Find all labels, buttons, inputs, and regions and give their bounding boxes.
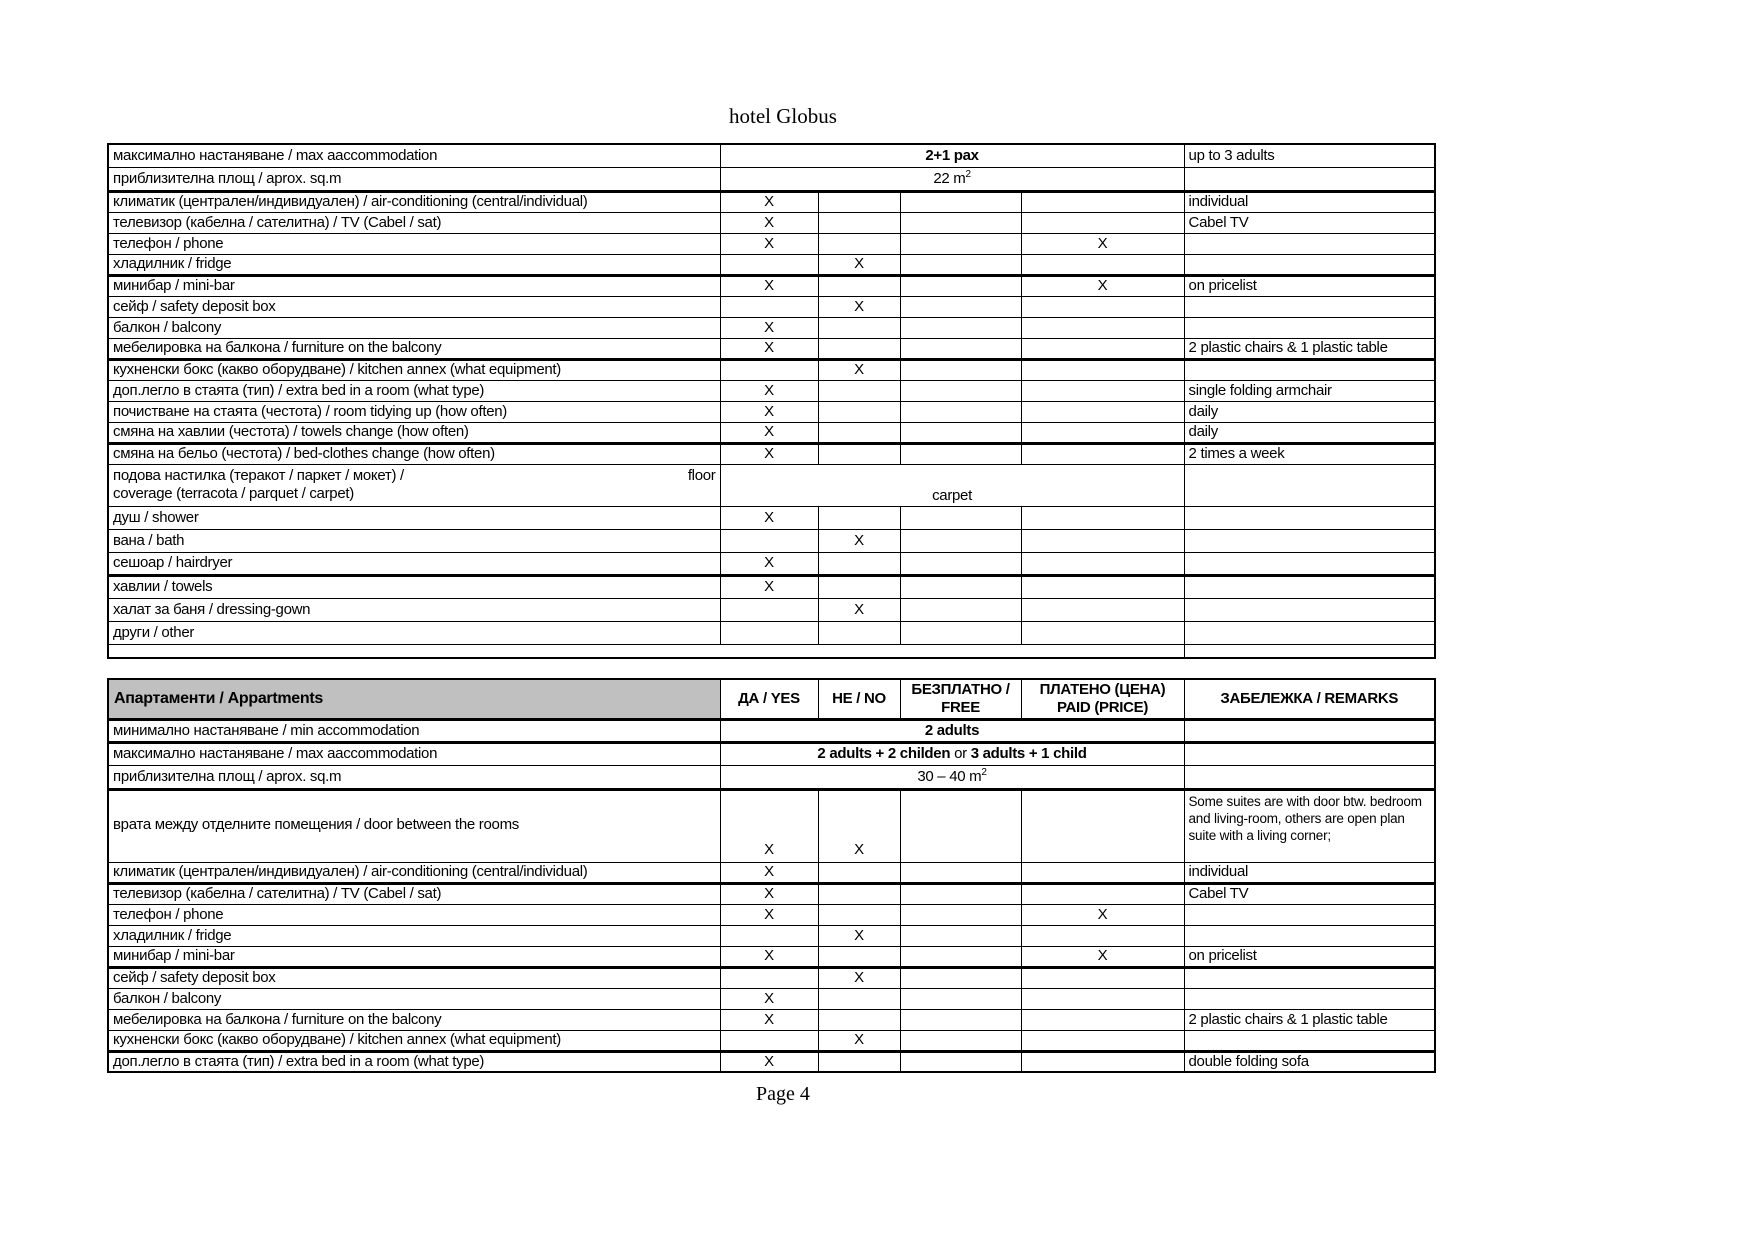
- table-row: [108, 742, 1435, 765]
- remark-cell: up to 3 adults: [1184, 144, 1435, 167]
- table-row: [108, 317, 1435, 338]
- no-cell: [818, 862, 900, 883]
- free-cell: [900, 275, 1021, 296]
- remark-cell: Some suites are with door btw. bedroom and living-room, others are open plan suite with a living corner;: [1184, 789, 1435, 862]
- apartments-table-body: [108, 719, 1435, 1072]
- remark-cell: [1184, 742, 1435, 765]
- table-row: [108, 359, 1435, 380]
- no-cell: [818, 1009, 900, 1030]
- no-cell: [818, 552, 900, 575]
- row-label-line1: [113, 467, 716, 485]
- table-row: [108, 464, 1435, 506]
- remark-cell: [1184, 254, 1435, 275]
- yes-cell: [720, 254, 818, 275]
- no-cell: [818, 191, 900, 212]
- apartments-header-row: [108, 679, 1435, 719]
- yes-cell: X: [720, 506, 818, 529]
- rooms-table-body: [108, 144, 1435, 658]
- table-row: [108, 904, 1435, 925]
- remark-cell: [1184, 359, 1435, 380]
- no-cell: [818, 275, 900, 296]
- no-cell: X: [818, 254, 900, 275]
- yes-cell: X: [720, 789, 818, 862]
- table-row: [108, 1009, 1435, 1030]
- table-row: [108, 925, 1435, 946]
- remark-cell: [1184, 988, 1435, 1009]
- paid-cell: [1021, 598, 1184, 621]
- paid-cell: [1021, 191, 1184, 212]
- row-label: кухненски бокс (какво оборудване) / kitchen annex (what equipment): [108, 1030, 720, 1051]
- free-cell: [900, 380, 1021, 401]
- remark-cell: [1184, 621, 1435, 644]
- remark-cell: [1184, 317, 1435, 338]
- table-row: [108, 212, 1435, 233]
- row-label: телевизор (кабелна / сателитна) / TV (Cabel / sat): [108, 883, 720, 904]
- no-cell: X: [818, 967, 900, 988]
- table-row: [108, 1030, 1435, 1051]
- yes-cell: X: [720, 275, 818, 296]
- no-cell: [818, 904, 900, 925]
- remark-cell: individual: [1184, 862, 1435, 883]
- table-row: [108, 506, 1435, 529]
- row-label: душ / shower: [108, 506, 720, 529]
- remark-cell: daily: [1184, 401, 1435, 422]
- free-cell: [900, 862, 1021, 883]
- free-cell: [900, 422, 1021, 443]
- remark-cell: [1184, 967, 1435, 988]
- yes-cell: X: [720, 401, 818, 422]
- row-label: телефон / phone: [108, 904, 720, 925]
- remark-cell: 2 plastic chairs & 1 plastic table: [1184, 338, 1435, 359]
- merged-text: 2+1 pax: [925, 146, 979, 164]
- no-cell: [818, 233, 900, 254]
- paid-cell: [1021, 1009, 1184, 1030]
- row-label: смяна на бельо (честота) / bed-clothes change (how often): [108, 443, 720, 464]
- yes-cell: X: [720, 946, 818, 967]
- no-cell: [818, 883, 900, 904]
- paid-cell: [1021, 925, 1184, 946]
- free-cell: [900, 883, 1021, 904]
- free-cell: [900, 529, 1021, 552]
- paid-cell: [1021, 296, 1184, 317]
- row-label: вана / bath: [108, 529, 720, 552]
- free-cell: [900, 317, 1021, 338]
- yes-cell: X: [720, 380, 818, 401]
- no-cell: [818, 1051, 900, 1072]
- row-label: доп.легло в стаята (тип) / extra bed in a room (what type): [108, 380, 720, 401]
- free-cell: [900, 925, 1021, 946]
- row-label-line2: coverage (terracota / parquet / carpet): [113, 485, 354, 502]
- table-row: [108, 967, 1435, 988]
- paid-cell: [1021, 575, 1184, 598]
- table-row: [108, 988, 1435, 1009]
- yes-cell: X: [720, 552, 818, 575]
- row-label: максимално настаняване / max aaccommodation: [108, 144, 720, 167]
- no-cell: [818, 212, 900, 233]
- paid-cell: [1021, 529, 1184, 552]
- remark-cell: 2 plastic chairs & 1 plastic table: [1184, 1009, 1435, 1030]
- no-cell: X: [818, 789, 900, 862]
- no-cell: [818, 338, 900, 359]
- table-row: [108, 862, 1435, 883]
- free-cell: [900, 1009, 1021, 1030]
- row-label: минимално настаняване / min accommodation: [108, 719, 720, 742]
- table-row: [108, 644, 1435, 658]
- empty-cell: [108, 644, 1184, 658]
- no-cell: [818, 443, 900, 464]
- table-row: [108, 1051, 1435, 1072]
- no-cell: [818, 380, 900, 401]
- rooms-table: [107, 143, 1436, 659]
- paid-cell: [1021, 1051, 1184, 1072]
- row-label: доп.легло в стаята (тип) / extra bed in a room (what type): [108, 1051, 720, 1072]
- row-label: балкон / balcony: [108, 317, 720, 338]
- table-row: [108, 254, 1435, 275]
- yes-cell: X: [720, 191, 818, 212]
- row-label: сейф / safety deposit box: [108, 296, 720, 317]
- merged-text: or: [954, 745, 971, 762]
- row-label: минибар / mini-bar: [108, 275, 720, 296]
- table-row: [108, 167, 1435, 191]
- free-cell: [900, 552, 1021, 575]
- row-label: приблизителна площ / aprox. sq.m: [108, 765, 720, 789]
- free-cell: [900, 598, 1021, 621]
- yes-cell: X: [720, 338, 818, 359]
- yes-cell: X: [720, 575, 818, 598]
- free-cell: [900, 1030, 1021, 1051]
- paid-cell: [1021, 317, 1184, 338]
- yes-cell: [720, 296, 818, 317]
- yes-cell: [720, 529, 818, 552]
- paid-cell: [1021, 552, 1184, 575]
- yes-cell: X: [720, 883, 818, 904]
- merged-value: [720, 464, 1184, 506]
- free-cell: [900, 946, 1021, 967]
- merged-text: 3 adults + 1 child: [970, 745, 1087, 762]
- apartments-table-head: [108, 679, 1435, 719]
- row-label: халат за баня / dressing-gown: [108, 598, 720, 621]
- yes-cell: X: [720, 233, 818, 254]
- free-cell: [900, 338, 1021, 359]
- table-row: [108, 719, 1435, 742]
- merged-value: [720, 742, 1184, 765]
- row-label: телефон / phone: [108, 233, 720, 254]
- yes-cell: [720, 967, 818, 988]
- merged-text: 2 adults: [924, 721, 980, 739]
- paid-cell: [1021, 380, 1184, 401]
- remark-cell: [1184, 167, 1435, 191]
- remark-cell: [1184, 233, 1435, 254]
- row-label: врата между отделните помещения / door between the rooms: [108, 789, 720, 862]
- merged-text: carpet: [932, 486, 972, 504]
- yes-cell: [720, 1030, 818, 1051]
- row-label: смяна на хавлии (честота) / towels change (how often): [108, 422, 720, 443]
- table-row: [108, 789, 1435, 862]
- row-label: сейф / safety deposit box: [108, 967, 720, 988]
- remark-cell: Cabel TV: [1184, 212, 1435, 233]
- paid-cell: [1021, 422, 1184, 443]
- header-col-no: НЕ / NO: [818, 679, 900, 719]
- yes-cell: [720, 621, 818, 644]
- free-cell: [900, 443, 1021, 464]
- paid-cell: X: [1021, 275, 1184, 296]
- row-label-right-text: floor: [687, 467, 716, 484]
- table-row: [108, 401, 1435, 422]
- table-row: [108, 883, 1435, 904]
- paid-cell: [1021, 988, 1184, 1009]
- remark-cell: [1184, 552, 1435, 575]
- yes-cell: X: [720, 422, 818, 443]
- row-label: минибар / mini-bar: [108, 946, 720, 967]
- no-cell: [818, 401, 900, 422]
- superscript: 2: [981, 766, 987, 778]
- remark-cell: 2 times a week: [1184, 443, 1435, 464]
- header-col-paid: ПЛАТЕНО (ЦЕНА) PAID (PRICE): [1021, 679, 1184, 719]
- no-cell: [818, 422, 900, 443]
- remark-cell: [1184, 644, 1435, 658]
- row-label: [108, 464, 720, 506]
- free-cell: [900, 575, 1021, 598]
- yes-cell: [720, 359, 818, 380]
- remark-cell: Cabel TV: [1184, 883, 1435, 904]
- row-label: балкон / balcony: [108, 988, 720, 1009]
- row-label: други / other: [108, 621, 720, 644]
- free-cell: [900, 988, 1021, 1009]
- remark-cell: [1184, 296, 1435, 317]
- merged-value: [720, 765, 1184, 789]
- table-row: [108, 338, 1435, 359]
- table-row: [108, 529, 1435, 552]
- no-cell: [818, 317, 900, 338]
- page-title: hotel Globus: [729, 104, 837, 128]
- remark-cell: individual: [1184, 191, 1435, 212]
- free-cell: [900, 212, 1021, 233]
- no-cell: [818, 988, 900, 1009]
- remark-cell: double folding sofa: [1184, 1051, 1435, 1072]
- table-row: [108, 422, 1435, 443]
- apartments-table: [107, 678, 1436, 1073]
- header-col-remarks: ЗАБЕЛЕЖКА / REMARKS: [1184, 679, 1435, 719]
- free-cell: [900, 254, 1021, 275]
- free-cell: [900, 191, 1021, 212]
- remark-cell: on pricelist: [1184, 275, 1435, 296]
- paid-cell: [1021, 967, 1184, 988]
- remark-cell: single folding armchair: [1184, 380, 1435, 401]
- merged-text: 22 m: [933, 169, 966, 187]
- row-label: сешоар / hairdryer: [108, 552, 720, 575]
- paid-cell: [1021, 401, 1184, 422]
- merged-value: [720, 719, 1184, 742]
- paid-cell: [1021, 883, 1184, 904]
- paid-cell: X: [1021, 904, 1184, 925]
- free-cell: [900, 359, 1021, 380]
- row-label: мебелировка на балкона / furniture on the balcony: [108, 1009, 720, 1030]
- merged-value: [720, 144, 1184, 167]
- remark-cell: [1184, 598, 1435, 621]
- no-cell: [818, 621, 900, 644]
- paid-cell: [1021, 789, 1184, 862]
- paid-cell: [1021, 621, 1184, 644]
- paid-cell: [1021, 359, 1184, 380]
- yes-cell: X: [720, 212, 818, 233]
- free-cell: [900, 401, 1021, 422]
- paid-cell: [1021, 254, 1184, 275]
- remark-cell: [1184, 765, 1435, 789]
- no-cell: X: [818, 359, 900, 380]
- free-cell: [900, 506, 1021, 529]
- remark-cell: daily: [1184, 422, 1435, 443]
- table-row: [108, 946, 1435, 967]
- free-cell: [900, 789, 1021, 862]
- paid-cell: [1021, 506, 1184, 529]
- remark-cell: [1184, 506, 1435, 529]
- row-label: телевизор (кабелна / сателитна) / TV (Cabel / sat): [108, 212, 720, 233]
- paid-cell: [1021, 443, 1184, 464]
- yes-cell: X: [720, 862, 818, 883]
- free-cell: [900, 621, 1021, 644]
- row-label: хладилник / fridge: [108, 254, 720, 275]
- table-row: [108, 443, 1435, 464]
- yes-cell: X: [720, 1051, 818, 1072]
- yes-cell: X: [720, 1009, 818, 1030]
- row-label: хавлии / towels: [108, 575, 720, 598]
- remark-cell: on pricelist: [1184, 946, 1435, 967]
- row-label: кухненски бокс (какво оборудване) / kitchen annex (what equipment): [108, 359, 720, 380]
- no-cell: X: [818, 598, 900, 621]
- free-cell: [900, 1051, 1021, 1072]
- no-cell: [818, 946, 900, 967]
- remark-cell: [1184, 925, 1435, 946]
- no-cell: X: [818, 925, 900, 946]
- row-label: почистване на стаята (честота) / room tidying up (how often): [108, 401, 720, 422]
- table-row: [108, 765, 1435, 789]
- row-label: хладилник / fridge: [108, 925, 720, 946]
- row-label: приблизителна площ / aprox. sq.m: [108, 167, 720, 191]
- no-cell: [818, 575, 900, 598]
- table-row: [108, 380, 1435, 401]
- paid-cell: [1021, 862, 1184, 883]
- yes-cell: X: [720, 317, 818, 338]
- table-row: [108, 275, 1435, 296]
- row-label: мебелировка на балкона / furniture on the balcony: [108, 338, 720, 359]
- remark-cell: [1184, 464, 1435, 506]
- table-row: [108, 296, 1435, 317]
- remark-cell: [1184, 719, 1435, 742]
- yes-cell: X: [720, 904, 818, 925]
- paid-cell: [1021, 338, 1184, 359]
- merged-text: 2 adults + 2 childen: [817, 745, 955, 762]
- no-cell: X: [818, 1030, 900, 1051]
- table-row: [108, 621, 1435, 644]
- paid-cell: X: [1021, 946, 1184, 967]
- row-label: климатик (централен/индивидуален) / air-conditioning (central/individual): [108, 862, 720, 883]
- superscript: 2: [965, 168, 971, 180]
- table-row: [108, 144, 1435, 167]
- table-row: [108, 191, 1435, 212]
- header-col-free: БЕЗПЛАТНО / FREE: [900, 679, 1021, 719]
- row-label-text: подова настилка (теракот / паркет / мокет) /: [113, 467, 404, 484]
- page-number: Page 4: [756, 1083, 810, 1105]
- free-cell: [900, 233, 1021, 254]
- paid-cell: [1021, 212, 1184, 233]
- header-apartments-title: Апартаменти / Appartments: [108, 679, 720, 719]
- table-row: [108, 233, 1435, 254]
- merged-text: 30 – 40 m: [917, 767, 982, 785]
- yes-cell: [720, 598, 818, 621]
- merged-value: [720, 167, 1184, 191]
- free-cell: [900, 904, 1021, 925]
- no-cell: X: [818, 296, 900, 317]
- table-row: [108, 598, 1435, 621]
- table-row: [108, 552, 1435, 575]
- row-label: климатик (централен/индивидуален) / air-conditioning (central/individual): [108, 191, 720, 212]
- yes-cell: X: [720, 988, 818, 1009]
- remark-cell: [1184, 575, 1435, 598]
- header-col-yes: ДА / YES: [720, 679, 818, 719]
- yes-cell: X: [720, 443, 818, 464]
- free-cell: [900, 967, 1021, 988]
- remark-cell: [1184, 904, 1435, 925]
- no-cell: X: [818, 529, 900, 552]
- row-label: максимално настаняване / max aaccommodation: [108, 742, 720, 765]
- paid-cell: [1021, 1030, 1184, 1051]
- remark-cell: [1184, 1030, 1435, 1051]
- paid-cell: X: [1021, 233, 1184, 254]
- free-cell: [900, 296, 1021, 317]
- remark-cell: [1184, 529, 1435, 552]
- no-cell: [818, 506, 900, 529]
- yes-cell: [720, 925, 818, 946]
- table-row: [108, 575, 1435, 598]
